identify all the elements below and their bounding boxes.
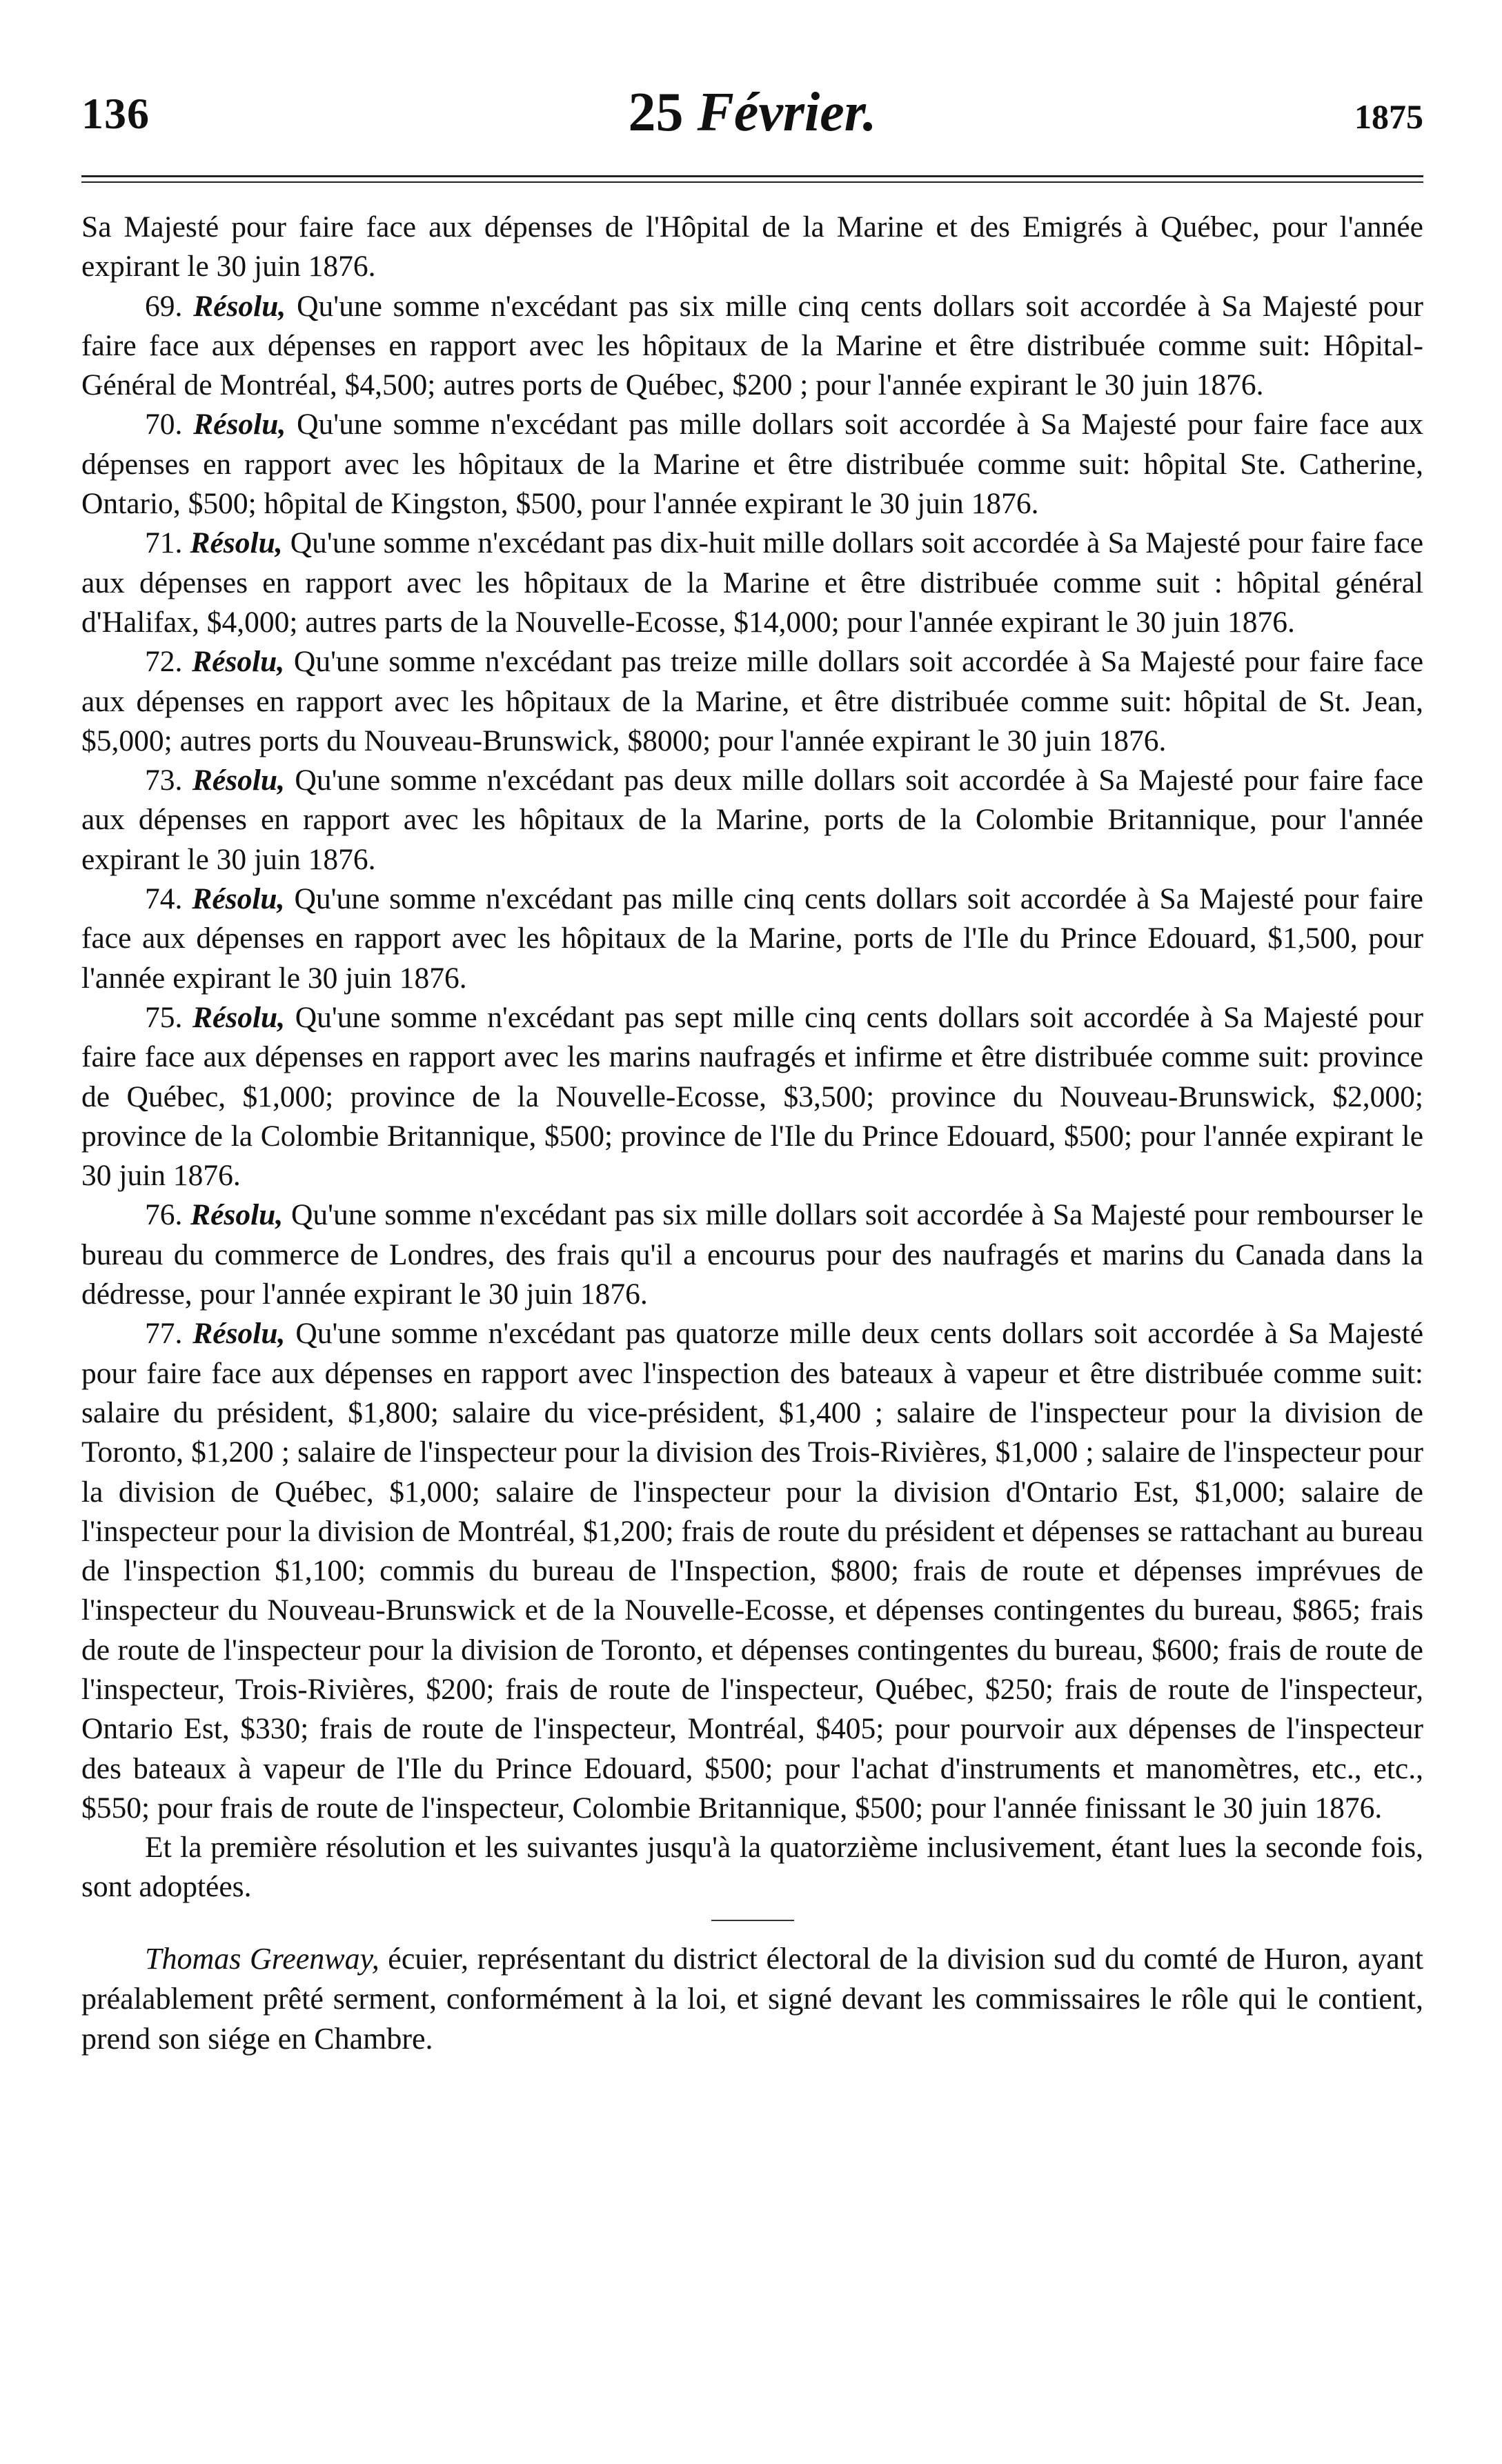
resolution-number: 72. (145, 645, 183, 679)
header-rule (81, 175, 1423, 183)
resolution-text: Qu'une somme n'excédant pas treize mille dollars soit accordée à Sa Majesté pour faire face aux dépenses en rapport avec les hôpitaux de la Marine, et être distribuée comme suit: hôpital de St. Jean, $5,000; autres ports du Nouveau-Brunswick, $8000; pour l'année expirant le 30 juin 1876. (81, 645, 1424, 757)
resolution-text: Qu'une somme n'excédant pas dix-huit mille dollars soit accordée à Sa Majesté pour faire face aux dépenses en rapport avec les hôpitaux de la Marine et être distribuée comme suit : hôpital général d'Halifax, $4,000; autres parts de la Nouvelle-Ecosse, $14,000; pour l'année expirant le 30 juin 1876. (81, 526, 1424, 639)
resolution-word: Résolu, (192, 1000, 286, 1034)
paragraph-text: Sa Majesté pour faire face aux dépenses de l'Hôpital de la Marine et des Emigrés à Québec, pour l'année expirant le 30 juin 1876. (81, 210, 1423, 284)
resolution-text: Qu'une somme n'excédant pas sept mille cinq cents dollars soit accordée à Sa Majesté pour faire face aux dépenses en rapport avec les marins naufragés et infirme et être distribuée comme suit: province de Québec, $1,000; province de la Nouvelle-Ecosse, $3,500; province du Nouveau-Brunswick, $2,000; province de la Colombie Britannique, $500; province de l'Ile du Prince Edouard, $500; pour l'année expirant le 30 juin 1876. (81, 1000, 1424, 1193)
document-page (81, 81, 1423, 2059)
page-header (81, 81, 1423, 157)
resolution-text: Qu'une somme n'excédant pas deux mille dollars soit accordée à Sa Majesté pour faire face aux dépenses en rapport avec les hôpitaux de la Marine, ports de la Colombie Britannique, pour l'année expirant le 30 juin 1876. (81, 764, 1424, 876)
resolution-word: Résolu, (190, 1198, 284, 1232)
paragraph-text: Et la première résolution et les suivantes jusqu'à la quatorzième inclusivement, étant lues la seconde fois, sont adoptées. (81, 1831, 1423, 1904)
resolution-71 (81, 524, 1423, 642)
resolution-number: 77. (145, 1317, 183, 1351)
resolution-number: 76. (145, 1198, 183, 1232)
resolution-number: 75. (145, 1000, 183, 1034)
header-year: 1875 (1354, 97, 1423, 136)
resolution-text: Qu'une somme n'excédant pas mille cinq cents dollars soit accordée à Sa Majesté pour faire face aux dépenses en rapport avec les hôpitaux de la Marine, ports de l'Ile du Prince Edouard, $1,500, pour l'année expirant le 30 juin 1876. (81, 882, 1423, 995)
paragraph-continuation (81, 208, 1423, 287)
paragraph-text: écuier, représentant du district électoral de la division sud du comté de Huron, ayant préalablement prêté serment, conformément à la loi, et signé devant les commissaires le rôle qui le contient, prend son siége en Chambre. (81, 1941, 1423, 2056)
resolution-text: Qu'une somme n'excédant pas mille dollars soit accordée à Sa Majesté pour faire face aux dépenses en rapport avec les hôpitaux de la Marine et être distribuée comme suit: hôpital Ste. Catherine, Ontario, $500; hôpital de Kingston, $500, pour l'année expirant le 30 juin 1876. (81, 408, 1424, 521)
header-month: Février. (697, 82, 877, 143)
resolution-76 (81, 1195, 1423, 1314)
resolution-text: Qu'une somme n'excédant pas six mille dollars soit accordée à Sa Majesté pour rembourser le bureau du commerce de Londres, des frais qu'il a encourus pour des naufragés et marins du Canada dans la dédresse, pour l'année expirant le 30 juin 1876. (81, 1198, 1423, 1311)
resolution-text: Qu'une somme n'excédant pas six mille cinq cents dollars soit accordée à Sa Majesté pour faire face aux dépenses en rapport avec les hôpitaux de la Marine et être distribuée comme suit: Hôpital-Général de Montréal, $4,500; autres ports de Québec, $200 ; pour l'année expirant le 30 juin 1876. (81, 289, 1423, 402)
header-date (81, 81, 1423, 144)
resolution-70 (81, 405, 1423, 524)
header-day: 25 (628, 82, 684, 143)
section-divider (711, 1920, 794, 1921)
resolution-73 (81, 761, 1423, 880)
resolution-word: Résolu, (193, 408, 286, 441)
resolution-number: 73. (145, 764, 183, 797)
closing-section (81, 1939, 1423, 2059)
resolution-text: Qu'une somme n'excédant pas quatorze mille deux cents dollars soit accordée à Sa Majesté pour faire face aux dépenses en rapport avec l'inspection des bateaux à vapeur et être distribuée comme suit: salaire du président, $1,800; salaire du vice-président, $1,400 ; salaire de l'inspecteur pour la division de Toronto, $1,200 ; salaire de l'inspecteur pour la division des Trois-Rivières, $1,000 ; salaire de l'inspecteur pour la division de Québec, $1,000; salaire de l'inspecteur pour la division d'Ontario Est, $1,000; salaire de l'inspecteur pour la division de Montréal, $1,200; frais de route du président et dépenses se rattachant au bureau de l'inspection $1,100; commis du bureau de l'Inspection, $800; frais de route et dépenses imprévues de l'inspecteur du Nouveau-Brunswick et de la Nouvelle-Ecosse, et dépenses contingentes du bureau, $865; frais de route de l'inspecteur pour la division de Toronto, et dépenses contingentes du bureau, $600; frais de route de l'inspecteur, Trois-Rivières, $200; frais de route de l'inspecteur, Québec, $250; frais de route de l'inspecteur, Ontario Est, $330; frais de route de l'inspecteur, Montréal, $405; pour pourvoir aux dépenses de l'inspecteur des bateaux à vapeur de l'Ile du Prince Edouard, $500; pour l'achat d'instruments et manomètres, etc., etc., $550; pour frais de route de l'inspecteur, Colombie Britannique, $500; pour l'année finissant le 30 juin 1876. (81, 1317, 1424, 1825)
resolution-77 (81, 1314, 1423, 1828)
resolution-number: 71. (145, 526, 183, 560)
member-seated-paragraph (81, 1939, 1423, 2059)
resolution-74 (81, 880, 1423, 998)
adoption-paragraph (81, 1828, 1423, 1907)
resolution-number: 69. (145, 289, 183, 323)
member-name: Thomas Greenway, (145, 1941, 379, 1976)
resolution-number: 74. (145, 882, 183, 916)
resolution-75 (81, 998, 1423, 1195)
document-body (81, 208, 1423, 1907)
page-number: 136 (81, 89, 150, 138)
resolution-69 (81, 287, 1423, 406)
resolution-72 (81, 642, 1423, 761)
resolution-word: Résolu, (192, 1317, 286, 1351)
resolution-word: Résolu, (192, 764, 285, 797)
resolution-number: 70. (145, 408, 183, 441)
resolution-word: Résolu, (190, 526, 283, 560)
resolution-word: Résolu, (192, 882, 285, 916)
resolution-word: Résolu, (193, 289, 286, 323)
resolution-word: Résolu, (192, 645, 285, 679)
